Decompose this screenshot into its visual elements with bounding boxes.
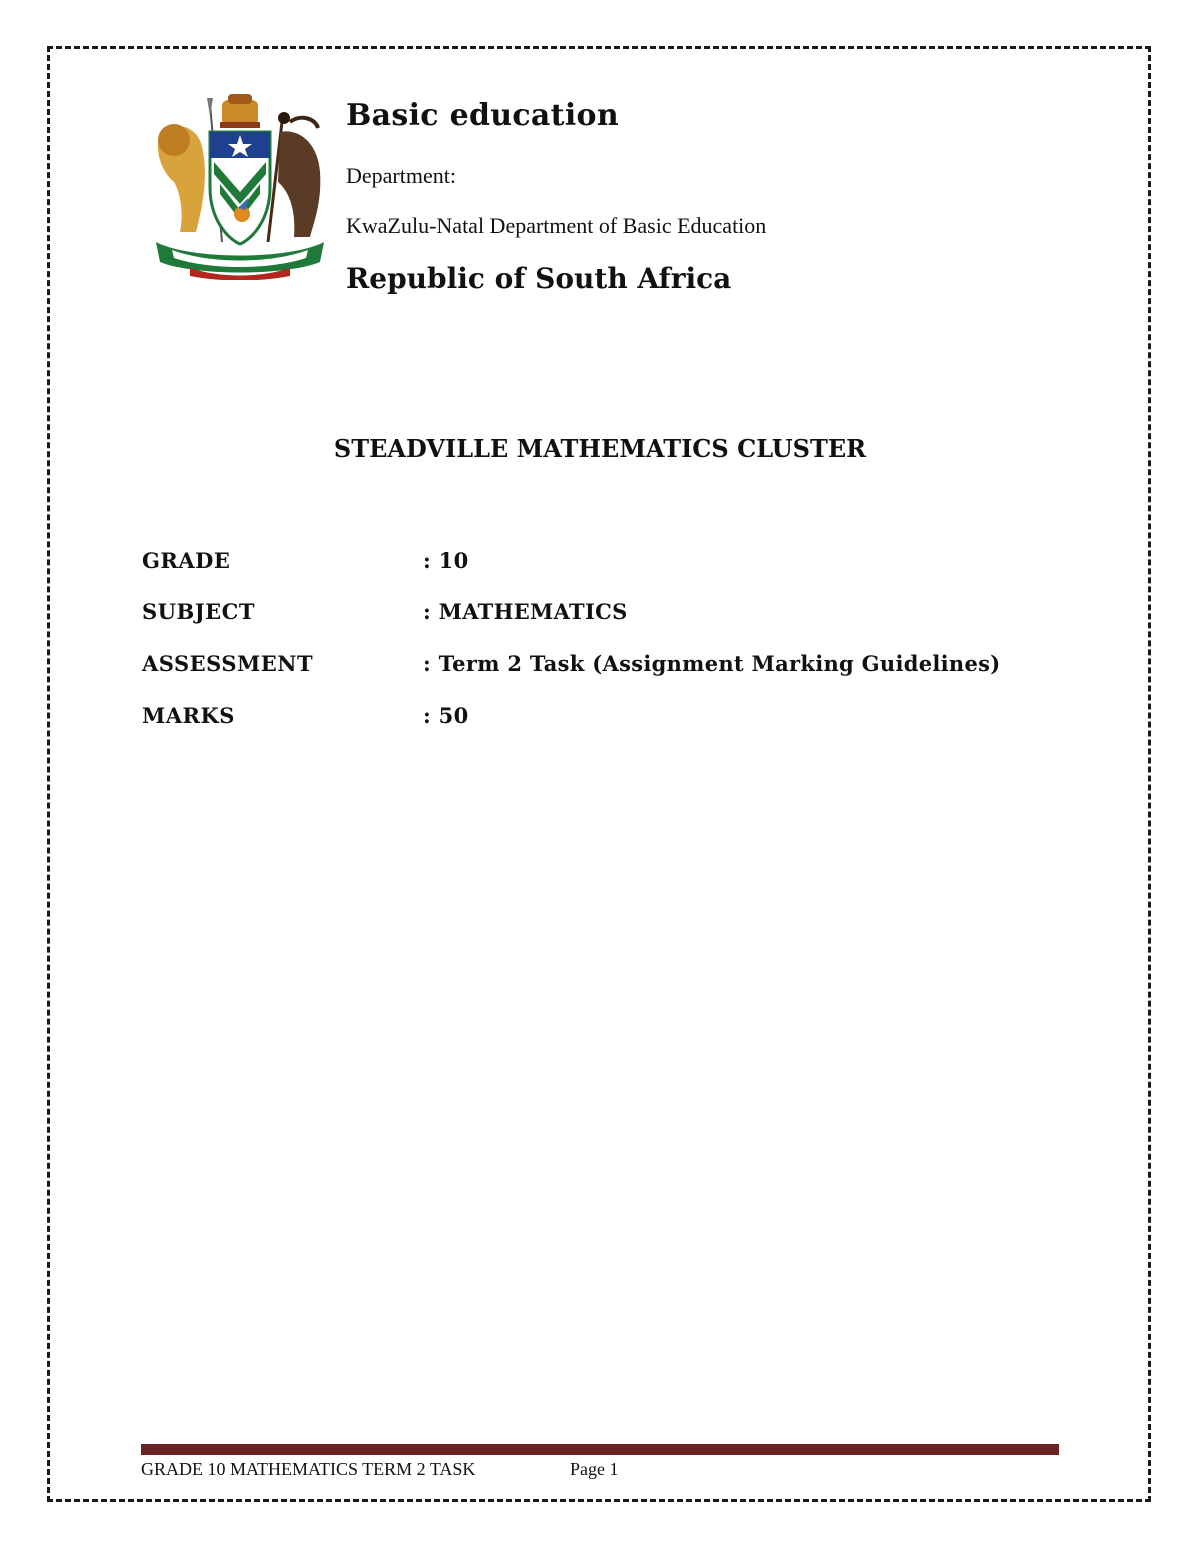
detail-value: : Term 2 Task (Assignment Marking Guidelines) — [423, 651, 1001, 676]
detail-value: : 50 — [423, 703, 469, 728]
org-title: Basic education — [346, 98, 619, 133]
cluster-title: STEADVILLE MATHEMATICS CLUSTER — [333, 434, 867, 463]
detail-label: MARKS — [142, 703, 235, 728]
detail-value: : 10 — [423, 548, 469, 573]
department-label: Department: — [346, 163, 456, 188]
detail-value: : MATHEMATICS — [423, 599, 628, 624]
detail-label: SUBJECT — [142, 599, 256, 624]
coat-of-arms-icon — [150, 92, 330, 280]
page-number: Page 1 — [570, 1459, 619, 1479]
footer-text: GRADE 10 MATHEMATICS TERM 2 TASK — [141, 1459, 476, 1479]
detail-label: ASSESSMENT — [142, 651, 314, 676]
detail-label: GRADE — [142, 548, 231, 573]
department-name: KwaZulu-Natal Department of Basic Education — [346, 213, 767, 238]
country-name: Republic of South Africa — [346, 262, 732, 295]
footer-rule — [141, 1444, 1059, 1455]
